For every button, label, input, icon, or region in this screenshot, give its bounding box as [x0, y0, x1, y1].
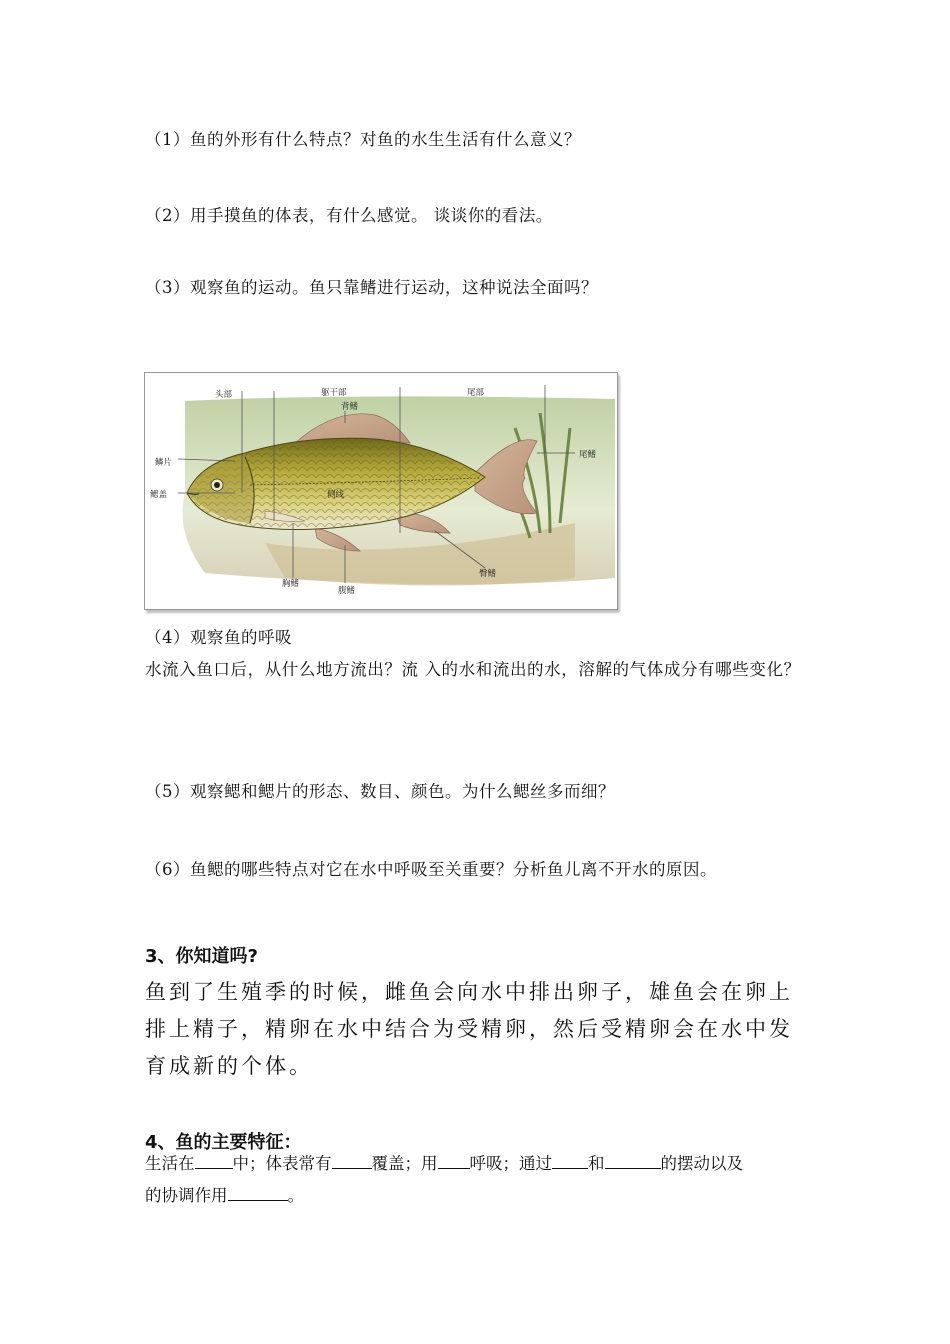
- question-4-body: 水流入鱼口后，从什么地方流出？流 入的水和流出的水，溶解的气体成分有哪些变化？: [145, 660, 801, 679]
- section-3-heading: 3、你知道吗?: [145, 946, 258, 967]
- blank-coordination[interactable]: [228, 1184, 288, 1201]
- fill-text-4: 呼吸；通过: [469, 1154, 552, 1173]
- question-1: （1）鱼的外形有什么特点？对鱼的水生生活有什么意义？: [145, 130, 581, 149]
- label-tail: 尾部: [467, 388, 485, 398]
- label-caudal-fin: 尾鳍: [579, 450, 597, 460]
- fill-text-1: 生活在: [145, 1154, 195, 1173]
- question-6: （6）鱼鳃的哪些特点对它在水中呼吸至关重要？分析鱼儿离不开水的原因。: [145, 860, 717, 879]
- fill-text-7: 的协调作用: [145, 1186, 228, 1205]
- question-4-title: （4）观察鱼的呼吸: [145, 628, 292, 647]
- label-scale: 鳞片: [155, 458, 173, 468]
- label-pelvic-fin: 腹鳍: [338, 586, 356, 596]
- blank-respiration[interactable]: [438, 1152, 470, 1169]
- label-dorsal-fin: 背鳍: [341, 402, 359, 412]
- fish-anatomy-figure: [144, 372, 618, 610]
- section-3-body: 鱼到了生殖季的时候，雌鱼会向水中排出卵子，雄鱼会在卵上排上精子，精卵在水中结合为受精卵，然后受精卵会在水中发育成新的个体。: [145, 980, 793, 1078]
- blank-covering[interactable]: [332, 1152, 372, 1169]
- section-4-fill-in: [145, 1148, 815, 1212]
- fill-text-6: 的摆动以及: [660, 1154, 743, 1173]
- question-3: （3）观察鱼的运动。鱼只靠鳍进行运动，这种说法全面吗？: [145, 278, 598, 297]
- fish-diagram: [145, 373, 617, 609]
- fill-text-2: 中；体表常有: [232, 1154, 332, 1173]
- question-2: （2）用手摸鱼的体表，有什么感觉。 谈谈你的看法。: [145, 206, 553, 225]
- label-head: 头部: [215, 390, 233, 400]
- fill-text-5: 和: [588, 1154, 605, 1173]
- label-pectoral-fin: 胸鳍: [282, 579, 300, 589]
- label-trunk: 躯干部: [321, 388, 347, 398]
- fill-text-8: 。: [287, 1186, 304, 1205]
- label-operculum: 鳃盖: [150, 490, 168, 500]
- fill-text-3: 覆盖；用: [371, 1154, 438, 1173]
- section-4-heading: 4、鱼的主要特征：: [145, 1132, 302, 1153]
- blank-movement-1[interactable]: [552, 1152, 588, 1169]
- blank-habitat[interactable]: [195, 1152, 233, 1169]
- question-5: （5）观察鳃和鳃片的形态、数目、颜色。为什么鳃丝多而细？: [145, 782, 615, 801]
- label-anal-fin: 臀鳍: [479, 569, 497, 579]
- blank-movement-2[interactable]: [605, 1152, 661, 1169]
- label-lateral-line: 侧线: [327, 490, 345, 500]
